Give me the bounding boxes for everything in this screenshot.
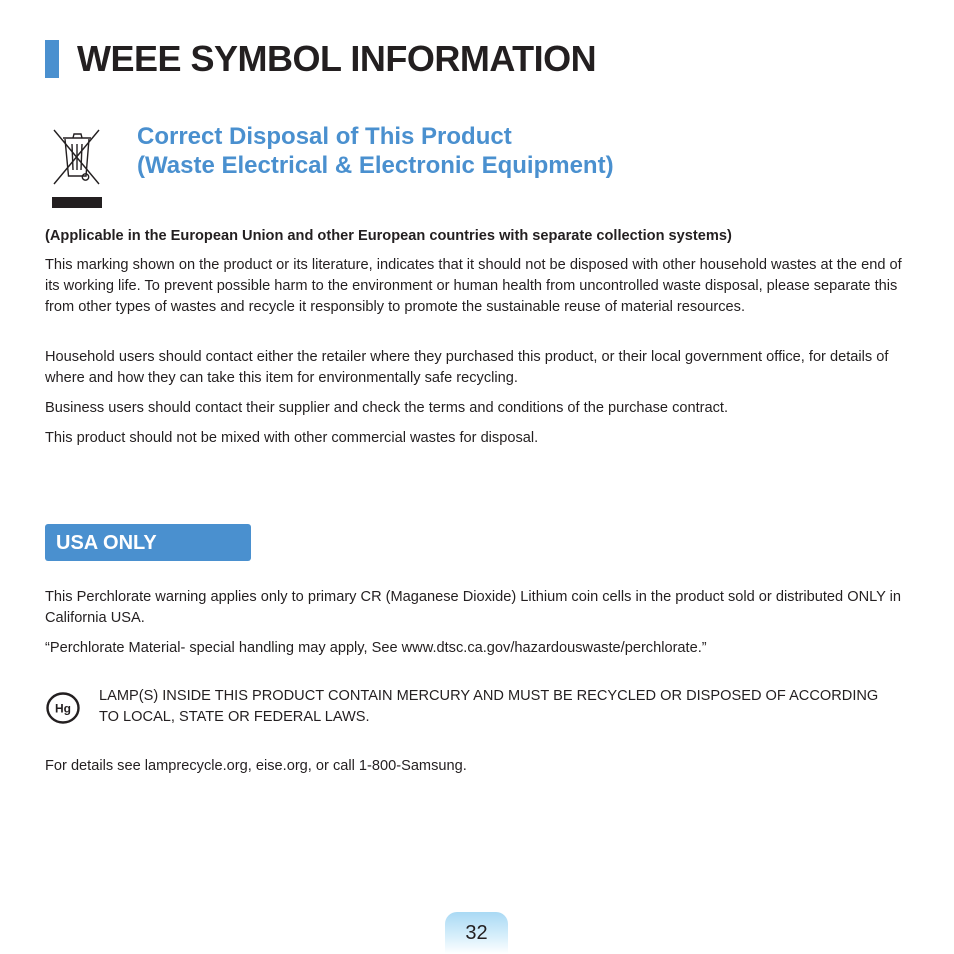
weee-paragraph-commercial: This product should not be mixed with other commercial wastes for disposal. xyxy=(45,430,539,446)
applicability-note: (Applicable in the European Union and other European countries with separate collection systems) xyxy=(45,228,732,244)
title-accent-bar xyxy=(45,40,59,78)
weee-paragraph-marking: This marking shown on the product or its literature, indicates that it should not be disposed with other household wastes at the end of its working life. To prevent possible harm to the environment or human health from uncontrolled waste disposal, please separate this from other types of wastes and recycle it responsibly to promote the sustainable reuse of material resources. xyxy=(45,257,902,315)
mercury-hg-icon xyxy=(46,692,80,724)
page-number: 32 xyxy=(465,922,488,944)
recycling-details: For details see lamprecycle.org, eise.org, or call 1-800-Samsung. xyxy=(45,758,467,774)
perchlorate-warning: This Perchlorate warning applies only to primary CR (Maganese Dioxide) Lithium coin cells in the product sold or distributed ONLY in California USA. xyxy=(45,589,902,626)
page-number-tab xyxy=(445,912,508,954)
page-title: WEEE SYMBOL INFORMATION xyxy=(77,38,597,79)
usa-only-label: USA ONLY xyxy=(56,532,157,554)
weee-heading xyxy=(137,122,614,180)
weee-heading-line-2: (Waste Electrical & Electronic Equipment) xyxy=(137,152,614,179)
weee-paragraph-household: Household users should contact either the retailer where they purchased this product, or their local government office, for details of where and how they can take this item for environmentally safe recycling. xyxy=(45,349,889,386)
mercury-warning: LAMP(S) INSIDE THIS PRODUCT CONTAIN MERCURY AND MUST BE RECYCLED OR DISPOSED OF ACCORDING TO LOCAL, STATE OR FEDERAL LAWS. xyxy=(99,688,879,725)
usa-only-badge xyxy=(45,524,251,561)
weee-paragraph-business: Business users should contact their supplier and check the terms and conditions of the purchase contract. xyxy=(45,400,729,416)
perchlorate-quote: “Perchlorate Material- special handling may apply, See www.dtsc.ca.gov/hazardouswaste/perchlorate.” xyxy=(45,640,707,656)
hg-symbol-text: Hg xyxy=(55,701,71,716)
weee-heading-line-1: Correct Disposal of This Product xyxy=(137,123,512,150)
crossed-out-wheelie-bin-icon xyxy=(50,124,104,210)
